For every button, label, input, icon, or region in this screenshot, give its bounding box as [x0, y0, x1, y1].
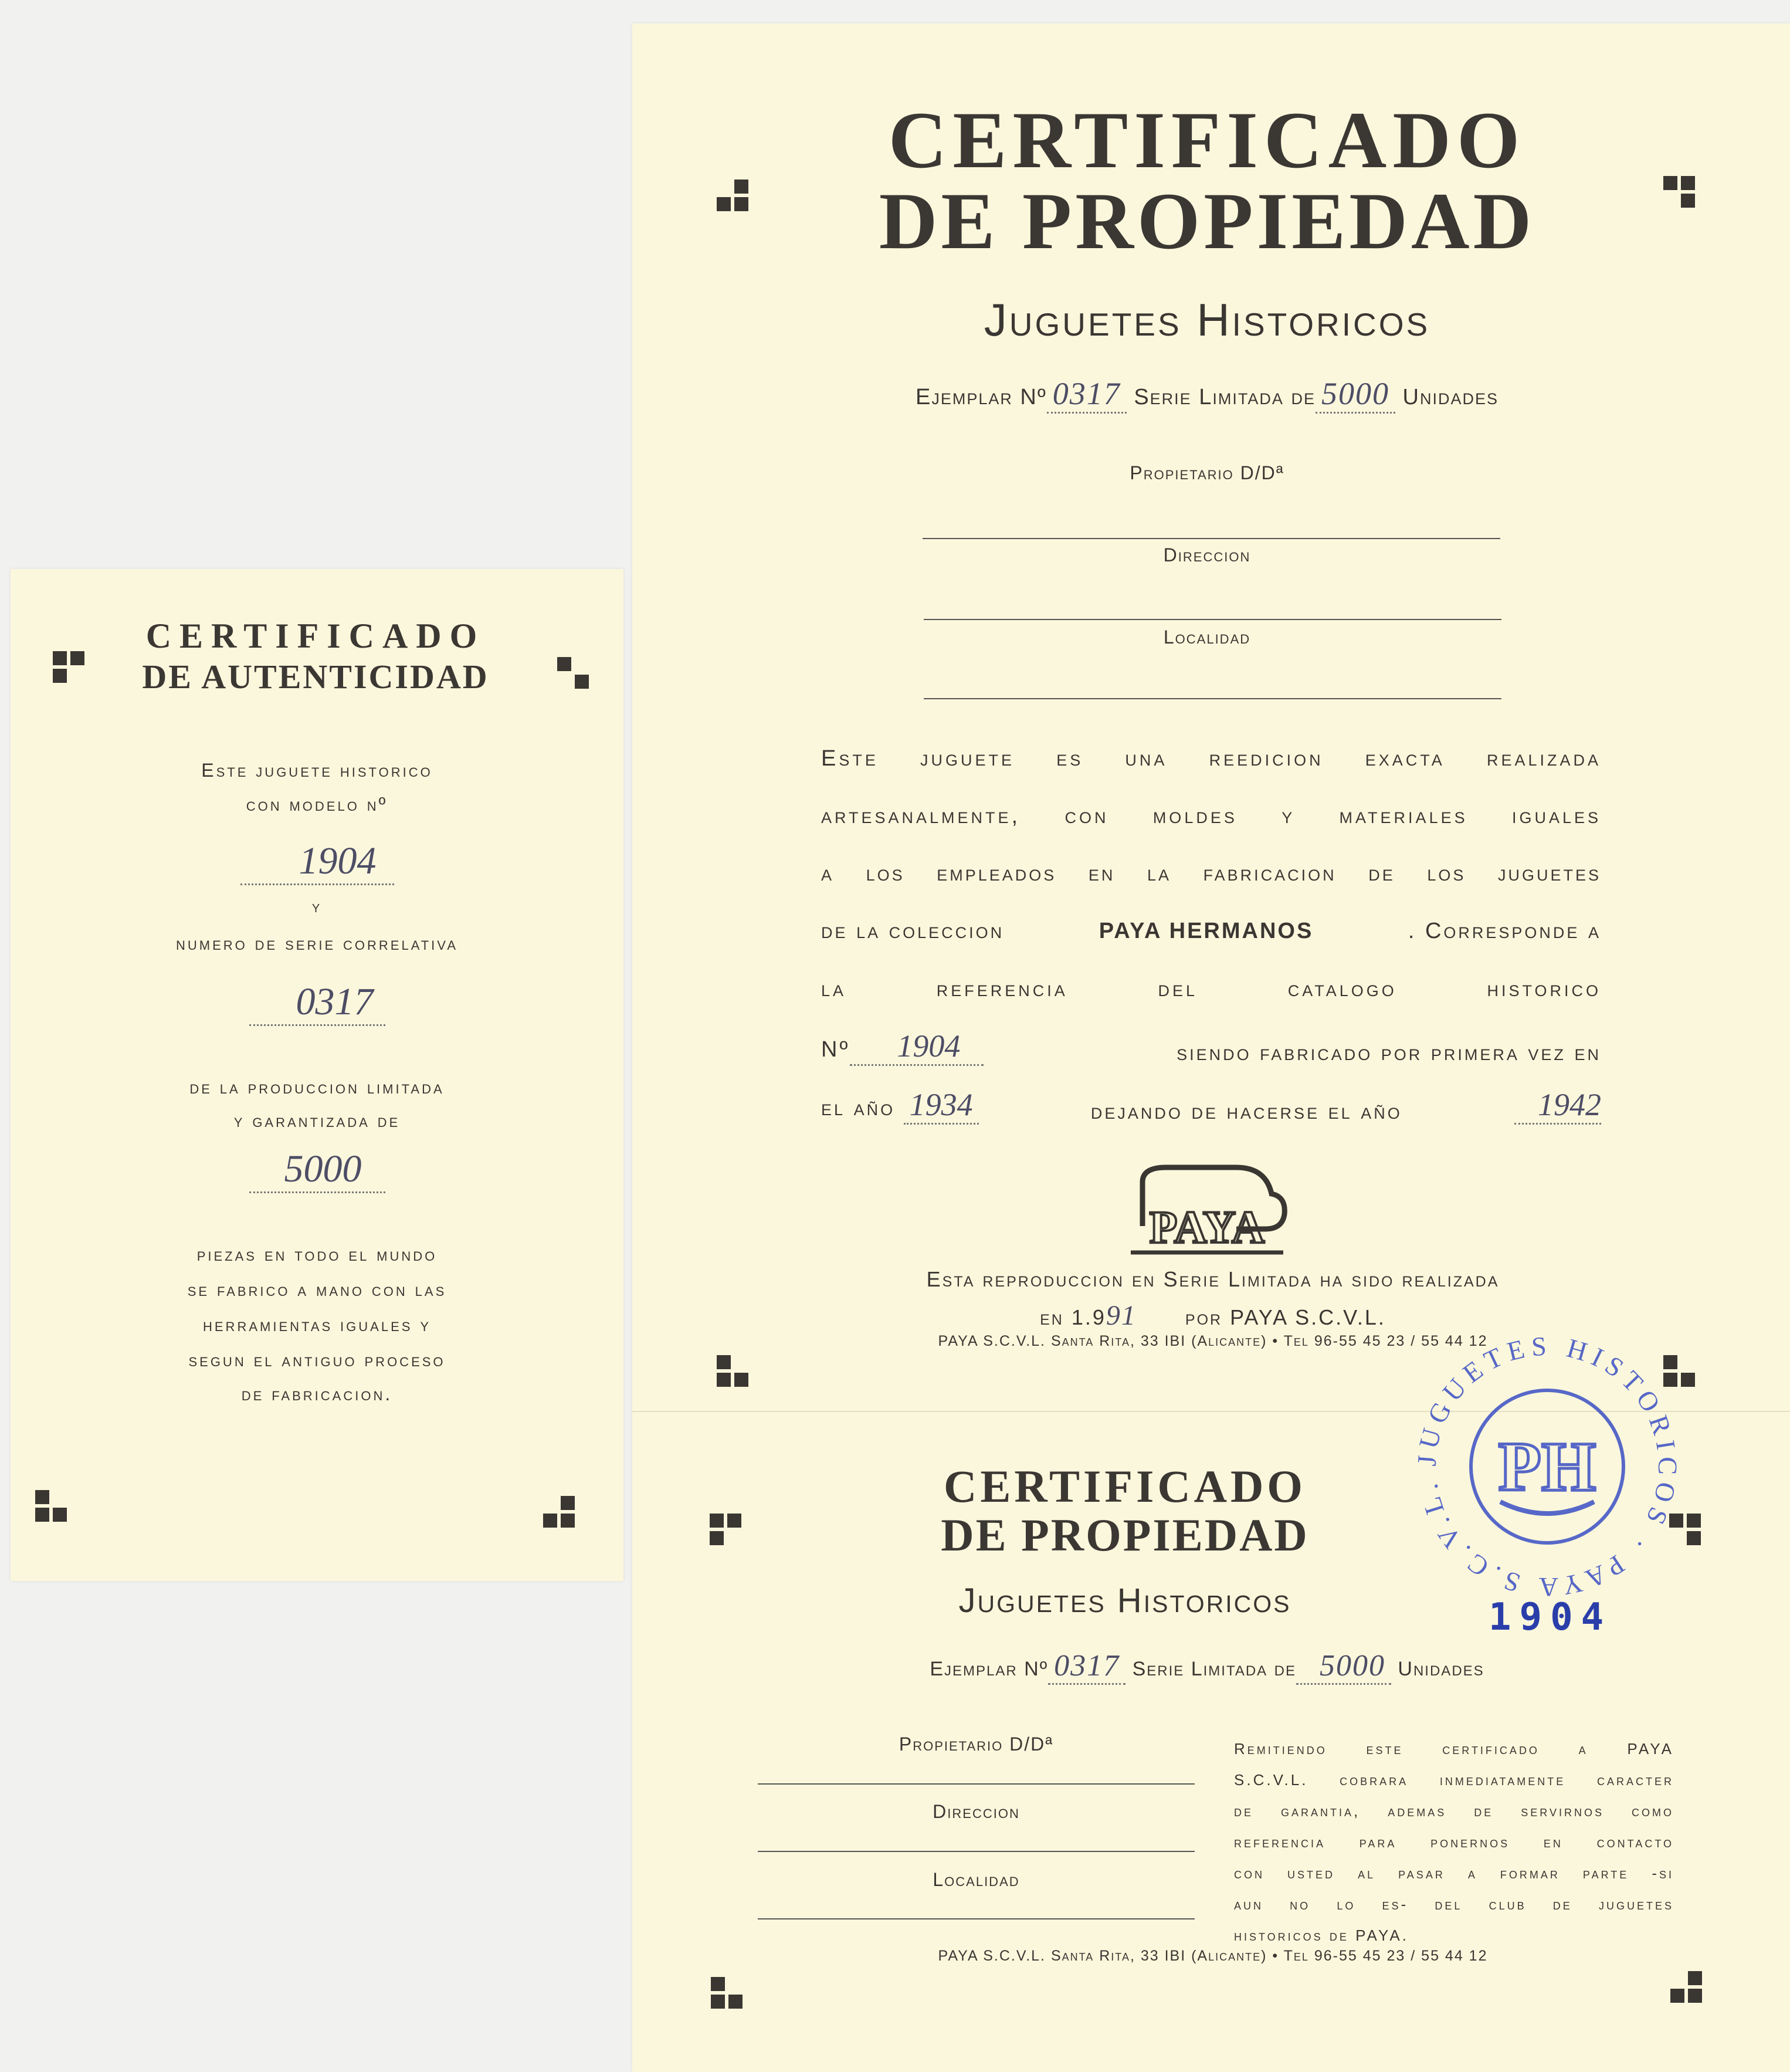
small-text-line: de la produccion limitada [189, 1076, 445, 1098]
body-text: dejando de hacerse el año [1090, 1099, 1402, 1124]
catalog-reference-value: 1904 [850, 1028, 984, 1066]
small-paragraph-line: segun el antiguo proceso [188, 1349, 446, 1370]
stub-unidades-label: Unidades [1398, 1658, 1484, 1680]
certificate-title-line2: DE PROPIEDAD [879, 176, 1535, 266]
company-stamp [1395, 1314, 1700, 1619]
stub-owner-label: Propietario D/Dª [899, 1734, 1054, 1755]
small-paragraph-line: se fabrico a mano con las [187, 1279, 447, 1300]
unidades-label: Unidades [1402, 385, 1499, 409]
stub-note-line: S.C.V.L. cobrara inmediatamente caracter [1234, 1771, 1674, 1789]
body-text: . Corresponde a [1408, 919, 1601, 943]
reproduction-year: 91 [1106, 1300, 1137, 1331]
small-text-line: numero de serie correlativa [175, 933, 459, 954]
stub-note-line: historicos de PAYA. [1234, 1927, 1409, 1944]
stub-note-line: con usted al pasar a formar parte -si [1234, 1864, 1674, 1882]
body-text: Nº [821, 1037, 850, 1062]
serie-label: Serie Limitada de [1134, 385, 1316, 409]
body-line: artesanalmente, con moldes y materiales iguales [821, 804, 1601, 828]
body-text: el año [821, 1096, 896, 1120]
stub-title-line1: CERTIFICADO [944, 1461, 1306, 1512]
certificate-title-line1: CERTIFICADO [888, 95, 1526, 185]
last-year-value: 1942 [1514, 1086, 1601, 1125]
address-line [924, 619, 1501, 620]
stub-owner-line [758, 1783, 1195, 1785]
locality-line [924, 698, 1501, 699]
authenticity-certificate [11, 569, 623, 1581]
small-text-line: y [311, 898, 323, 916]
small-text-line: y garantizada de [233, 1110, 401, 1131]
limited-quantity-value: 5000 [249, 1147, 385, 1193]
corner-ornament [557, 657, 592, 692]
corner-ornament [53, 651, 88, 686]
corner-ornament [711, 1977, 746, 2012]
edition-line [714, 375, 1700, 414]
stub-note [1234, 1734, 1674, 1951]
stub-serie-value: 5000 [1296, 1648, 1391, 1685]
certificate-subtitle: Juguetes Historicos [984, 294, 1430, 346]
serial-number-value: 0317 [249, 980, 385, 1026]
ejemplar-label: Ejemplar Nº [916, 385, 1047, 409]
corner-ornament [35, 1490, 70, 1525]
stub-note-line: referencia para ponernos en contacto [1234, 1833, 1674, 1851]
stub-note-line: Remitiendo este certificado a PAYA [1234, 1740, 1674, 1758]
small-paragraph-line: piezas en todo el mundo [196, 1244, 438, 1265]
corner-ornament [1670, 1971, 1706, 2006]
stub-edition-line [750, 1648, 1664, 1685]
stub-company-address: PAYA S.C.V.L. Santa Rita, 33 IBI (Alicante) • Tel 96-55 45 23 / 55 44 12 [938, 1948, 1488, 1964]
reproduction-text: en 1.9 [1040, 1305, 1106, 1329]
stub-ejemplar-label: Ejemplar Nº [930, 1658, 1049, 1680]
small-text-line: con modelo nº [246, 794, 388, 815]
corner-ornament [710, 1514, 745, 1549]
logo-wordmark: PAYA [1149, 1201, 1265, 1252]
stub-locality-line [758, 1918, 1195, 1919]
address-label: Direccion [1163, 544, 1251, 566]
body-line [821, 919, 1601, 944]
first-year-value: 1934 [904, 1086, 979, 1125]
brand-name: PAYA HERMANOS [1099, 919, 1314, 943]
body-line: la referencia del catalogo historico [821, 977, 1601, 1001]
ejemplar-value: 0317 [1047, 375, 1127, 414]
stub-title-line2: DE PROPIEDAD [941, 1509, 1309, 1560]
paya-logo [1119, 1150, 1295, 1267]
small-paragraph-line: herramientas iguales y [203, 1314, 431, 1335]
reproduction-text: por PAYA S.C.V.L. [1185, 1305, 1386, 1329]
body-text: de la coleccion [821, 919, 1005, 943]
body-line: a los empleados en la fabricacion de los juguetes [821, 861, 1601, 886]
body-line [821, 1086, 1601, 1125]
small-paragraph-line: de fabricacion. [241, 1383, 393, 1404]
stub-locality-label: Localidad [933, 1869, 1020, 1890]
stub-ejemplar-value: 0317 [1048, 1648, 1125, 1685]
svg-text:PH: PH [1498, 1427, 1596, 1505]
stub-address-line [758, 1851, 1195, 1852]
small-text-line: Este juguete historico [201, 760, 433, 781]
small-title-line2: DE AUTENTICIDAD [142, 658, 489, 696]
stamped-number: 1904 [1489, 1596, 1612, 1639]
body-text: siendo fabricado por primera vez en [1177, 1041, 1601, 1065]
stub-address-label: Direccion [933, 1801, 1020, 1822]
locality-label: Localidad [1163, 627, 1251, 648]
reproduction-line: Esta reproduccion en Serie Limitada ha sido realizada [926, 1267, 1500, 1291]
small-title-line1: CERTIFICADO [145, 617, 486, 655]
company-address: PAYA S.C.V.L. Santa Rita, 33 IBI (Alicante) • Tel 96-55 45 23 / 55 44 12 [938, 1333, 1488, 1349]
stub-subtitle: Juguetes Historicos [958, 1582, 1291, 1620]
ownership-certificate [632, 23, 1790, 2072]
model-number-value: 1904 [240, 839, 394, 885]
body-line: Este juguete es una reedicion exacta realizada [821, 746, 1601, 771]
body-line [821, 1028, 1601, 1066]
stamp-ring-text: JUGUETES HISTORICOS · PAYA S.C.V.L. [1411, 1330, 1683, 1603]
stub-serie-label: Serie Limitada de [1132, 1658, 1296, 1680]
owner-line [923, 538, 1500, 539]
corner-ornament [543, 1496, 578, 1531]
owner-label: Propietario D/Dª [1130, 462, 1284, 483]
corner-ornament [717, 1355, 752, 1390]
serie-value: 5000 [1316, 375, 1395, 414]
stub-note-line: de garantia, ademas de servirnos como [1234, 1802, 1674, 1820]
stub-note-line: aun no lo es- del club de juguetes [1234, 1895, 1674, 1913]
